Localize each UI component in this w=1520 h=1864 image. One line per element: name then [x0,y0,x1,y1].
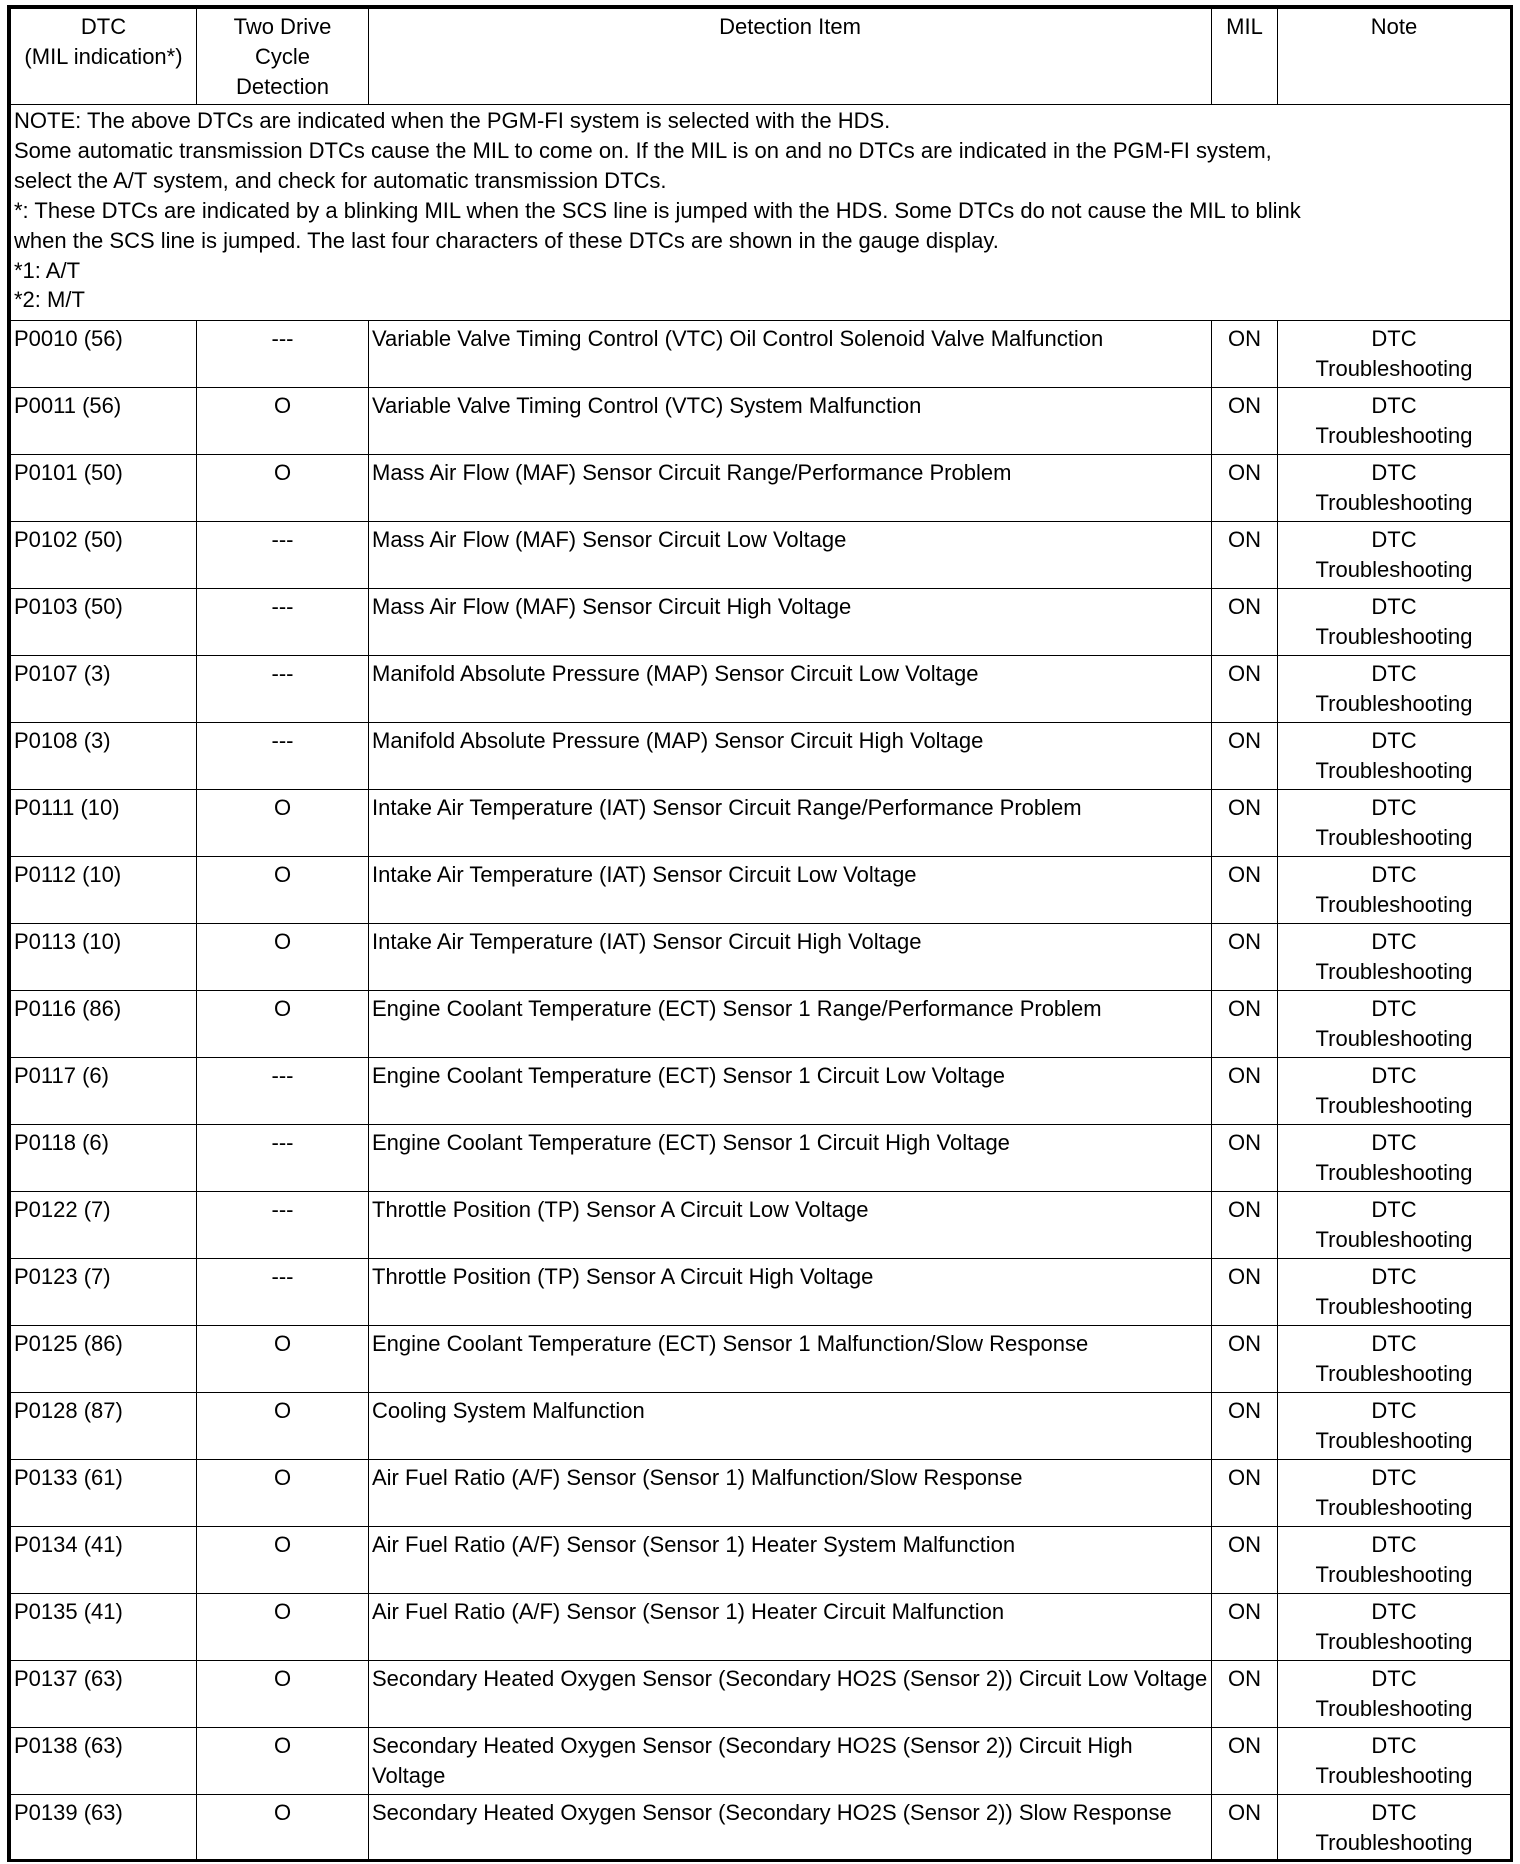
detection-item-cell: Intake Air Temperature (IAT) Sensor Circuit Low Voltage [369,857,1212,924]
note-cell [1278,1594,1511,1661]
dtc-code-cell: P0134 (41) [11,1527,197,1594]
dtc-code-cell: P0133 (61) [11,1460,197,1527]
two-drive-cell: --- [197,1259,369,1326]
dtc-code-cell: P0117 (6) [11,1058,197,1125]
note-line-2: Troubleshooting [1315,1494,1473,1520]
note-line-1: DTC [1371,326,1417,351]
note-line-2: Troubleshooting [1315,690,1473,716]
dtc-code-cell: P0108 (3) [11,723,197,790]
detection-item-cell: Engine Coolant Temperature (ECT) Sensor 1 Circuit Low Voltage [369,1058,1212,1125]
mil-cell: ON [1212,1795,1278,1862]
mil-cell: ON [1212,1326,1278,1393]
detection-item-cell: Mass Air Flow (MAF) Sensor Circuit Range/Performance Problem [369,455,1212,522]
table-row [11,1125,1511,1192]
table-row [11,1594,1511,1661]
table-row [11,1795,1511,1862]
note-line-1: DTC [1371,1063,1417,1088]
mil-cell: ON [1212,1460,1278,1527]
dtc-code-cell: P0010 (56) [11,321,197,388]
note-cell [1278,723,1511,790]
note-line-1: DTC [1371,1130,1417,1155]
two-drive-cell: O [197,1326,369,1393]
note-line-2: Troubleshooting [1315,623,1473,649]
two-drive-cell: O [197,1728,369,1795]
note-cell [1278,1728,1511,1795]
dtc-code-cell: P0139 (63) [11,1795,197,1862]
two-drive-cell: --- [197,321,369,388]
note-line-1: DTC [1371,1331,1417,1356]
note-line: select the A/T system, and check for automatic transmission DTCs. [14,167,667,193]
dtc-code-cell: P0122 (7) [11,1192,197,1259]
header-two-drive-line-2: Cycle [254,43,310,69]
two-drive-cell: O [197,1594,369,1661]
table-row [11,1728,1511,1795]
note-line-2: Troubleshooting [1315,355,1473,381]
note-line-1: DTC [1371,1465,1417,1490]
note-cell [1278,1326,1511,1393]
mil-cell: ON [1212,1259,1278,1326]
mil-cell: ON [1212,1661,1278,1728]
note-cell [1278,1795,1511,1862]
two-drive-cell: O [197,455,369,522]
detection-item-cell: Engine Coolant Temperature (ECT) Sensor 1 Circuit High Voltage [369,1125,1212,1192]
detection-item-cell: Engine Coolant Temperature (ECT) Sensor 1 Range/Performance Problem [369,991,1212,1058]
table-row [11,1259,1511,1326]
mil-cell: ON [1212,991,1278,1058]
header-dtc-line-2: (MIL indication*) [24,43,183,69]
two-drive-cell: O [197,1460,369,1527]
table-row [11,1460,1511,1527]
note-cell [1278,1393,1511,1460]
table-row [11,1192,1511,1259]
dtc-code-cell: P0116 (86) [11,991,197,1058]
table-row [11,1326,1511,1393]
note-cell [1278,991,1511,1058]
note-line-2: Troubleshooting [1315,1159,1473,1185]
detection-item-cell: Mass Air Flow (MAF) Sensor Circuit High Voltage [369,589,1212,656]
note-line: *: These DTCs are indicated by a blinking MIL when the SCS line is jumped with the HDS. Some DTCs do not cause the MIL to blink [14,197,1301,223]
note-line-1: DTC [1371,1800,1417,1825]
mil-cell: ON [1212,1728,1278,1795]
mil-cell: ON [1212,388,1278,455]
detection-item-cell: Air Fuel Ratio (A/F) Sensor (Sensor 1) Malfunction/Slow Response [369,1460,1212,1527]
note-line-2: Troubleshooting [1315,1293,1473,1319]
dtc-code-cell: P0101 (50) [11,455,197,522]
dtc-code-cell: P0118 (6) [11,1125,197,1192]
note-line-1: DTC [1371,728,1417,753]
note-line-2: Troubleshooting [1315,1628,1473,1654]
table-row [11,522,1511,589]
mil-cell: ON [1212,321,1278,388]
detection-item-cell: Manifold Absolute Pressure (MAP) Sensor Circuit Low Voltage [369,656,1212,723]
note-cell [1278,455,1511,522]
two-drive-cell: --- [197,1125,369,1192]
two-drive-cell: --- [197,1058,369,1125]
table-row [11,1393,1511,1460]
dtc-code-cell: P0011 (56) [11,388,197,455]
mil-cell: ON [1212,857,1278,924]
detection-item-cell: Throttle Position (TP) Sensor A Circuit High Voltage [369,1259,1212,1326]
note-line-2: Troubleshooting [1315,556,1473,582]
note-line-1: DTC [1371,1264,1417,1289]
two-drive-cell: O [197,1795,369,1862]
mil-cell: ON [1212,1527,1278,1594]
detection-item-cell: Throttle Position (TP) Sensor A Circuit Low Voltage [369,1192,1212,1259]
table-row [11,656,1511,723]
two-drive-cell: O [197,388,369,455]
note-line-1: DTC [1371,929,1417,954]
table-row [11,589,1511,656]
detection-item-cell: Intake Air Temperature (IAT) Sensor Circuit High Voltage [369,924,1212,991]
note-cell [1278,522,1511,589]
detection-item-cell: Secondary Heated Oxygen Sensor (Secondary HO2S (Sensor 2)) Slow Response [369,1795,1212,1862]
mil-cell: ON [1212,1594,1278,1661]
note-line-2: Troubleshooting [1315,1092,1473,1118]
note-line-2: Troubleshooting [1315,1561,1473,1587]
mil-cell: ON [1212,589,1278,656]
dtc-code-cell: P0137 (63) [11,1661,197,1728]
two-drive-cell: --- [197,589,369,656]
mil-cell: ON [1212,1125,1278,1192]
header-two-drive-line-3: Detection [236,73,329,99]
mil-cell: ON [1212,522,1278,589]
mil-cell: ON [1212,924,1278,991]
note-cell [1278,656,1511,723]
detection-item-cell: Secondary Heated Oxygen Sensor (Secondary HO2S (Sensor 2)) Circuit Low Voltage [369,1661,1212,1728]
table-row [11,1527,1511,1594]
table-row [11,790,1511,857]
note-line-2: Troubleshooting [1315,1829,1473,1855]
note-line-1: DTC [1371,1666,1417,1691]
table-row [11,455,1511,522]
note-cell [1278,321,1511,388]
mil-cell: ON [1212,1393,1278,1460]
note-line: NOTE: The above DTCs are indicated when the PGM-FI system is selected with the HDS. [14,108,891,133]
note-row [11,105,1511,321]
mil-cell: ON [1212,1192,1278,1259]
detection-item-cell: Air Fuel Ratio (A/F) Sensor (Sensor 1) Heater Circuit Malfunction [369,1594,1212,1661]
two-drive-cell: --- [197,522,369,589]
detection-item-cell: Manifold Absolute Pressure (MAP) Sensor Circuit High Voltage [369,723,1212,790]
dtc-code-cell: P0107 (3) [11,656,197,723]
note-cell [1278,1125,1511,1192]
note-cell [1278,589,1511,656]
table-row [11,321,1511,388]
dtc-code-cell: P0111 (10) [11,790,197,857]
mil-cell: ON [1212,723,1278,790]
note-cell [1278,388,1511,455]
detection-item-cell: Cooling System Malfunction [369,1393,1212,1460]
detection-item-cell: Intake Air Temperature (IAT) Sensor Circuit Range/Performance Problem [369,790,1212,857]
dtc-code-cell: P0135 (41) [11,1594,197,1661]
note-cell [1278,1058,1511,1125]
header-dtc [11,9,197,105]
mil-cell: ON [1212,790,1278,857]
dtc-code-cell: P0123 (7) [11,1259,197,1326]
dtc-code-cell: P0113 (10) [11,924,197,991]
two-drive-cell: --- [197,1192,369,1259]
note-cell [1278,857,1511,924]
header-dtc-line-1: DTC [80,14,127,39]
dtc-code-cell: P0128 (87) [11,1393,197,1460]
note-line-1: DTC [1371,661,1417,686]
dtc-code-cell: P0102 (50) [11,522,197,589]
note-line-2: Troubleshooting [1315,1762,1473,1788]
header-detection-item: Detection Item [369,9,1212,105]
two-drive-cell: --- [197,656,369,723]
two-drive-cell: O [197,1393,369,1460]
detection-item-cell: Variable Valve Timing Control (VTC) Oil Control Solenoid Valve Malfunction [369,321,1212,388]
table-row [11,857,1511,924]
note-line-1: DTC [1371,795,1417,820]
note-line: *2: M/T [14,287,85,313]
mil-cell: ON [1212,455,1278,522]
note-line-2: Troubleshooting [1315,757,1473,783]
note-line-2: Troubleshooting [1315,958,1473,984]
header-row [11,9,1511,105]
note-line-1: DTC [1371,1398,1417,1423]
note-line-1: DTC [1371,527,1417,552]
detection-item-cell: Variable Valve Timing Control (VTC) System Malfunction [369,388,1212,455]
note-line: when the SCS line is jumped. The last four characters of these DTCs are shown in the gauge display. [14,227,999,253]
note-line-2: Troubleshooting [1315,1427,1473,1453]
note-line: Some automatic transmission DTCs cause the MIL to come on. If the MIL is on and no DTCs are indicated in the PGM-FI system, [14,137,1272,163]
note-cell [1278,1259,1511,1326]
detection-item-cell: Mass Air Flow (MAF) Sensor Circuit Low Voltage [369,522,1212,589]
mil-cell: ON [1212,656,1278,723]
note-line-1: DTC [1371,393,1417,418]
note-cell [1278,790,1511,857]
note-line-1: DTC [1371,996,1417,1021]
note-line-2: Troubleshooting [1315,1360,1473,1386]
note-cell [1278,1527,1511,1594]
two-drive-cell: O [197,790,369,857]
note-cell [1278,1661,1511,1728]
dtc-code-cell: P0125 (86) [11,1326,197,1393]
note-line: *1: A/T [14,257,81,283]
note-line-2: Troubleshooting [1315,489,1473,515]
dtc-code-cell: P0103 (50) [11,589,197,656]
detection-item-cell: Secondary Heated Oxygen Sensor (Secondary HO2S (Sensor 2)) Circuit High Voltage [369,1728,1212,1795]
note-line-2: Troubleshooting [1315,422,1473,448]
two-drive-cell: O [197,991,369,1058]
header-two-drive [197,9,369,105]
table-row [11,1661,1511,1728]
two-drive-cell: O [197,857,369,924]
note-line-1: DTC [1371,1532,1417,1557]
detection-item-cell: Air Fuel Ratio (A/F) Sensor (Sensor 1) Heater System Malfunction [369,1527,1212,1594]
note-cell [1278,1460,1511,1527]
note-line-2: Troubleshooting [1315,1025,1473,1051]
note-line-1: DTC [1371,460,1417,485]
table-row [11,1058,1511,1125]
two-drive-cell: O [197,1661,369,1728]
table-row [11,924,1511,991]
detection-item-cell: Engine Coolant Temperature (ECT) Sensor 1 Malfunction/Slow Response [369,1326,1212,1393]
note-line-2: Troubleshooting [1315,891,1473,917]
table-row [11,991,1511,1058]
note-cell [1278,924,1511,991]
two-drive-cell: O [197,924,369,991]
note-line-2: Troubleshooting [1315,1226,1473,1252]
dtc-table [10,8,1511,1862]
header-mil: MIL [1212,9,1278,105]
mil-cell: ON [1212,1058,1278,1125]
note-line-1: DTC [1371,594,1417,619]
dtc-code-cell: P0138 (63) [11,1728,197,1795]
two-drive-cell: --- [197,723,369,790]
note-line-1: DTC [1371,1197,1417,1222]
note-line-2: Troubleshooting [1315,1695,1473,1721]
note-line-2: Troubleshooting [1315,824,1473,850]
dtc-table-sheet [7,5,1513,1862]
note-line-1: DTC [1371,1599,1417,1624]
header-two-drive-line-1: Two Drive [233,14,332,39]
header-note: Note [1278,9,1511,105]
two-drive-cell: O [197,1527,369,1594]
table-row [11,388,1511,455]
dtc-code-cell: P0112 (10) [11,857,197,924]
table-row [11,723,1511,790]
note-line-1: DTC [1371,1733,1417,1758]
note-cell [1278,1192,1511,1259]
note-cell [11,105,1511,321]
note-line-1: DTC [1371,862,1417,887]
